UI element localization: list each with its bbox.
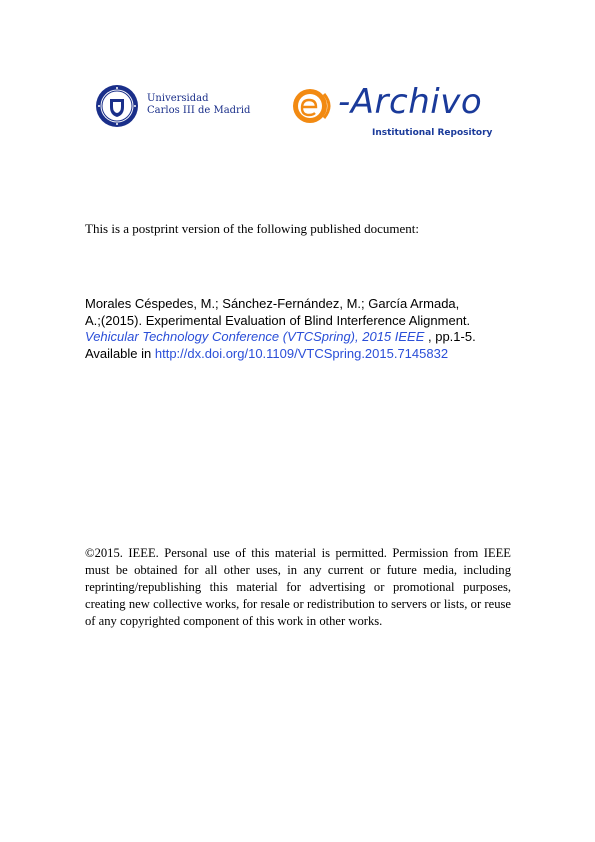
citation-block <box>85 296 525 362</box>
doi-link[interactable]: http://dx.doi.org/10.1109/VTCSpring.2015.7145832 <box>154 345 449 361</box>
university-name-line2: Carlos III de Madrid <box>147 105 251 116</box>
university-name-line1: Universidad <box>147 93 209 104</box>
citation-title: A.;(2015). Experimental Evaluation of Blind Interference Alignment. <box>85 312 471 328</box>
available-label: Available in <box>85 345 155 361</box>
citation-source <box>85 329 525 346</box>
university-seal-icon <box>95 84 139 128</box>
copyright-notice: ©2015. IEEE. Personal use of this material is permitted. Permission from IEEE must be obtained for all other uses, in any current or future media, including reprinting/republishing this material for advertising or promotional purposes, creating new collective works, for resale or redistribution to servers or lists, or reuse of any copyrighted component of this work in other works. <box>85 546 511 629</box>
intro-text: This is a postprint version of the following published document: <box>85 221 419 236</box>
citation-availability <box>85 346 525 363</box>
e-archivo-mark-icon <box>288 86 340 126</box>
e-archivo-logo <box>288 84 498 142</box>
citation-pages: , pp.1-5. <box>424 329 476 344</box>
repository-name: -Archivo <box>338 82 483 122</box>
university-logo <box>95 84 255 128</box>
citation-authors: Morales Céspedes, M.; Sánchez-Fernández, M.; García Armada, <box>85 296 460 311</box>
repository-subtitle: Institutional Repository <box>372 128 493 138</box>
journal-name[interactable]: Vehicular Technology Conference (VTCSpring), 2015 IEEE <box>85 329 425 344</box>
